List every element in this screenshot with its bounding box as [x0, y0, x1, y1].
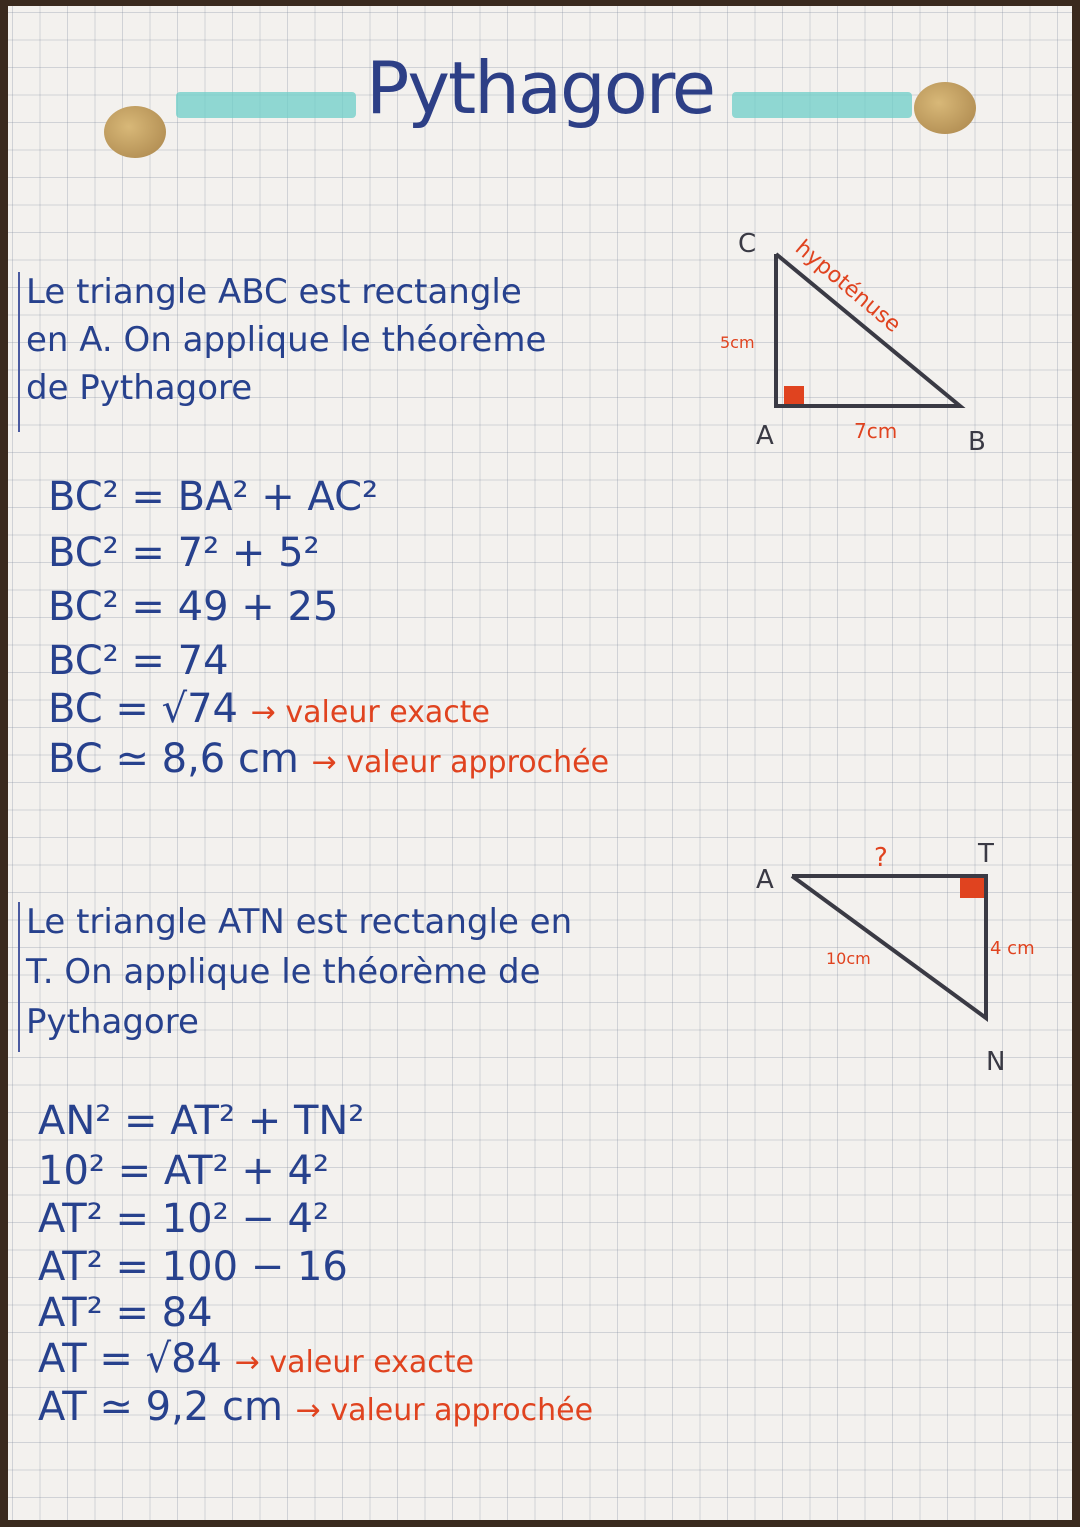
step-2-4: AT² = 100 − 16	[38, 1244, 348, 1290]
side-at-label: ?	[874, 843, 888, 873]
step-1-4: BC² = 74	[48, 638, 229, 684]
step-2-1: AN² = AT² + TN²	[38, 1098, 365, 1144]
intro-1-line-3: de Pythagore	[26, 368, 253, 408]
step-1-5: BC = √74 → valeur exacte	[48, 686, 490, 732]
figures-layer	[8, 6, 1072, 1520]
step-2-6: AT = √84 → valeur exacte	[38, 1336, 475, 1382]
right-angle-marker-a	[784, 386, 804, 404]
vertex-a-label: A	[756, 421, 774, 451]
vertex-t-label: T	[978, 839, 994, 869]
intro-2-line-1: Le triangle ATN est rectangle en	[26, 902, 573, 942]
vertex-a2-label: A	[756, 865, 774, 895]
vertex-c-label: C	[738, 229, 757, 259]
exact-value-note-1: → valeur exacte	[250, 695, 490, 730]
triangle-abc-shape	[776, 254, 960, 406]
hypotenuse-label: hypoténuse	[790, 235, 906, 338]
triangle-abc-figure	[720, 229, 986, 457]
right-angle-marker-t	[960, 878, 984, 898]
step-1-1: BC² = BA² + AC²	[48, 474, 379, 520]
triangle-atn-shape	[792, 876, 986, 1018]
vertex-n-label: N	[986, 1047, 1006, 1077]
exact-value-note-2: → valeur exacte	[234, 1345, 475, 1380]
approx-value-note-2: → valeur approchée	[295, 1393, 594, 1428]
side-ac-label: 5cm	[720, 333, 755, 352]
step-2-3: AT² = 10² − 4²	[38, 1196, 330, 1242]
step-1-6: BC ≃ 8,6 cm → valeur approchée	[48, 736, 610, 782]
step-1-3: BC² = 49 + 25	[48, 584, 339, 630]
side-an-label: 10cm	[826, 949, 871, 968]
side-ab-label: 7cm	[854, 419, 898, 443]
step-2-5: AT² = 84	[38, 1290, 213, 1336]
side-tn-label: 4 cm	[990, 938, 1035, 959]
page-title: Pythagore	[366, 46, 715, 130]
step-2-2: 10² = AT² + 4²	[38, 1148, 330, 1194]
intro-2-line-2: T. On applique le théorème de	[26, 952, 541, 992]
intro-2-line-3: Pythagore	[26, 1002, 199, 1042]
notebook-page	[8, 6, 1072, 1520]
intro-1-line-2: en A. On applique le théorème	[26, 320, 547, 360]
vertex-b-label: B	[968, 427, 986, 457]
triangle-atn-figure	[756, 839, 1035, 1077]
step-2-7: AT ≃ 9,2 cm → valeur approchée	[38, 1384, 594, 1430]
approx-value-note-1: → valeur approchée	[311, 745, 610, 780]
intro-1-line-1: Le triangle ABC est rectangle	[26, 272, 522, 312]
step-1-2: BC² = 7² + 5²	[48, 530, 320, 576]
